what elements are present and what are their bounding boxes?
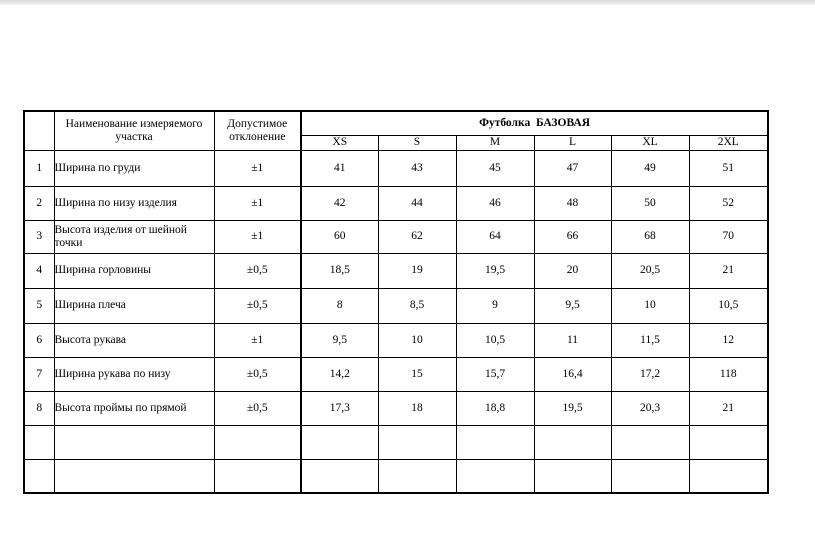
size-value: 16,4 (534, 357, 611, 391)
size-value: 60 (301, 220, 378, 253)
product-title (301, 111, 768, 135)
size-header: 2XL (689, 135, 768, 150)
measurement-name: Ширина по груди (54, 150, 214, 186)
size-header: XL (611, 135, 689, 150)
size-value: 66 (534, 220, 611, 253)
empty-row (24, 425, 768, 459)
size-value: 19 (378, 253, 456, 288)
empty-row (24, 459, 768, 493)
size-value: 47 (534, 150, 611, 186)
empty-cell (214, 459, 301, 493)
product-title-model: БАЗОВАЯ (535, 116, 590, 129)
size-value: 64 (456, 220, 534, 253)
tolerance-value: ±0,5 (214, 253, 301, 288)
size-value: 19,5 (456, 253, 534, 288)
empty-cell (24, 425, 54, 459)
size-header: L (534, 135, 611, 150)
header-row-top (24, 111, 768, 135)
size-value: 20 (534, 253, 611, 288)
size-value: 46 (456, 186, 534, 220)
size-value: 12 (689, 323, 768, 357)
tolerance-value: ±1 (214, 150, 301, 186)
size-value: 45 (456, 150, 534, 186)
size-value: 62 (378, 220, 456, 253)
size-header: M (456, 135, 534, 150)
empty-cell (689, 459, 768, 493)
product-title-name: Футболка (479, 116, 531, 129)
size-value: 18 (378, 391, 456, 425)
measurement-name: Высота изделия от шейной точки (54, 220, 214, 253)
measurement-name: Ширина горловины (54, 253, 214, 288)
size-value: 8 (301, 288, 378, 323)
empty-cell (378, 425, 456, 459)
row-number: 3 (24, 220, 54, 253)
empty-cell (54, 425, 214, 459)
empty-cell (378, 459, 456, 493)
empty-cell (301, 459, 378, 493)
measurement-name: Высота проймы по прямой (54, 391, 214, 425)
empty-cell (301, 425, 378, 459)
header-num-cell (24, 111, 54, 150)
empty-cell (214, 425, 301, 459)
measurement-name: Ширина по низу изделия (54, 186, 214, 220)
size-value: 10 (378, 323, 456, 357)
table-row (24, 288, 768, 323)
size-value: 52 (689, 186, 768, 220)
size-value: 49 (611, 150, 689, 186)
empty-cell (456, 459, 534, 493)
size-value: 118 (689, 357, 768, 391)
size-value: 9,5 (301, 323, 378, 357)
table-row (24, 357, 768, 391)
size-value: 10,5 (456, 323, 534, 357)
size-value: 15 (378, 357, 456, 391)
tolerance-value: ±1 (214, 323, 301, 357)
size-value: 9 (456, 288, 534, 323)
size-value: 15,7 (456, 357, 534, 391)
tolerance-value: ±0,5 (214, 391, 301, 425)
size-value: 48 (534, 186, 611, 220)
size-value: 17,3 (301, 391, 378, 425)
empty-cell (534, 459, 611, 493)
empty-cell (54, 459, 214, 493)
measurement-name: Высота рукава (54, 323, 214, 357)
table-row (24, 150, 768, 186)
row-number: 7 (24, 357, 54, 391)
table-row (24, 220, 768, 253)
measurement-name: Ширина рукава по низу (54, 357, 214, 391)
size-value: 44 (378, 186, 456, 220)
size-value: 18,5 (301, 253, 378, 288)
size-value: 11 (534, 323, 611, 357)
measurement-name: Ширина плеча (54, 288, 214, 323)
tolerance-value: ±1 (214, 220, 301, 253)
size-value: 21 (689, 391, 768, 425)
size-value: 20,3 (611, 391, 689, 425)
row-number: 4 (24, 253, 54, 288)
table-row (24, 323, 768, 357)
size-value: 9,5 (534, 288, 611, 323)
size-value: 10 (611, 288, 689, 323)
empty-cell (689, 425, 768, 459)
row-number: 1 (24, 150, 54, 186)
size-value: 19,5 (534, 391, 611, 425)
table-row (24, 253, 768, 288)
size-value: 21 (689, 253, 768, 288)
row-number: 6 (24, 323, 54, 357)
size-value: 11,5 (611, 323, 689, 357)
tolerance-value: ±0,5 (214, 357, 301, 391)
top-edge-strip (0, 0, 815, 5)
size-value: 20,5 (611, 253, 689, 288)
row-number: 2 (24, 186, 54, 220)
empty-cell (611, 459, 689, 493)
size-value: 17,2 (611, 357, 689, 391)
size-value: 70 (689, 220, 768, 253)
empty-cell (456, 425, 534, 459)
size-value: 10,5 (689, 288, 768, 323)
empty-cell (24, 459, 54, 493)
size-value: 51 (689, 150, 768, 186)
size-value: 50 (611, 186, 689, 220)
table-row (24, 186, 768, 220)
size-value: 14,2 (301, 357, 378, 391)
size-value: 42 (301, 186, 378, 220)
header-tolerance-cell: Допустимое отклонение (214, 111, 301, 150)
size-value: 43 (378, 150, 456, 186)
size-header: XS (301, 135, 378, 150)
tolerance-value: ±0,5 (214, 288, 301, 323)
row-number: 8 (24, 391, 54, 425)
size-value: 18,8 (456, 391, 534, 425)
table-row (24, 391, 768, 425)
row-number: 5 (24, 288, 54, 323)
tolerance-value: ±1 (214, 186, 301, 220)
size-value: 41 (301, 150, 378, 186)
size-chart-table (23, 110, 769, 494)
size-value: 68 (611, 220, 689, 253)
header-name-cell: Наименование измеряемого участка (54, 111, 214, 150)
empty-cell (611, 425, 689, 459)
size-header: S (378, 135, 456, 150)
empty-cell (534, 425, 611, 459)
size-value: 8,5 (378, 288, 456, 323)
